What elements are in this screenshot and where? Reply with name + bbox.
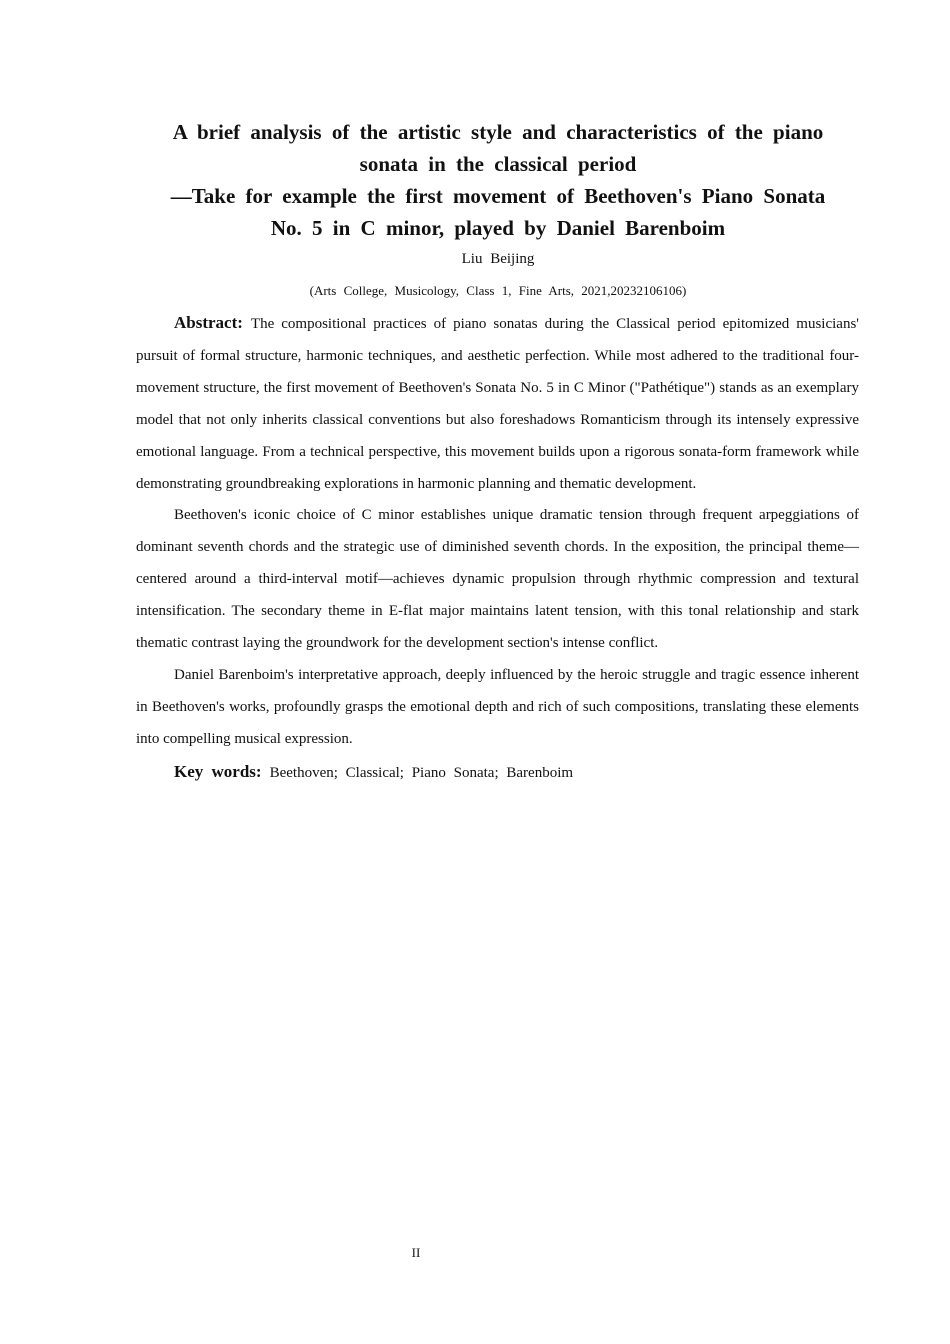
abstract-paragraph-2: Beethoven's iconic choice of C minor establishes unique dramatic tension through frequent arpeggiations of dominant seventh chords and the strategic use of diminished seventh chords. In the exposition, the principal theme—centered around a third-interval motif—achieves dynamic propulsion through rhythmic compression and textural intensification. The secondary theme in E-flat major maintains latent tension, with this tonal relationship and stark thematic contrast laying the groundwork for the development section's intense conflict. xyxy=(136,507,859,652)
subtitle-line-2: No. 5 in C minor, played by Daniel Barenboim xyxy=(270,216,726,240)
subtitle-line-1: —Take for example the first movement of Beethoven's Piano Sonata xyxy=(170,184,826,208)
abstract-label: Abstract: xyxy=(174,313,243,332)
keywords-line xyxy=(136,756,859,789)
abstract-section xyxy=(136,307,859,789)
author-name: Liu Beijing xyxy=(461,251,535,267)
abstract-paragraph-1 xyxy=(136,307,859,500)
page-number: II xyxy=(411,1245,421,1260)
paper-title xyxy=(136,116,860,244)
author-affiliation: (Arts College, Musicology, Class 1, Fine Arts, 2021,20232106106) xyxy=(309,283,687,298)
abstract-paragraph-1-text: The compositional practices of piano sonatas during the Classical period epitomized musicians' pursuit of formal structure, harmonic techniques, and aesthetic perfection. While most adhered to the traditional four-movement structure, the first movement of Beethoven's Sonata No. 5 in C Minor ("Pathétique") stands as an exemplary model that not only inherits classical conventions but also foreshadows Romanticism through its intensely expressive emotional language. From a technical perspective, this movement builds upon a rigorous sonata-form framework while demonstrating groundbreaking explorations in harmonic planning and thematic development. xyxy=(136,316,859,492)
keywords-label: Key words: xyxy=(174,761,262,781)
keywords-text: Beethoven; Classical; Piano Sonata; Barenboim xyxy=(269,764,574,781)
title-line-2: sonata in the classical period xyxy=(359,152,637,176)
abstract-paragraph-3: Daniel Barenboim's interpretative approach, deeply influenced by the heroic struggle and tragic essence inherent in Beethoven's works, profoundly grasps the emotional depth and rich of such compositions, translating these elements into compelling musical expression. xyxy=(136,666,859,747)
title-line-1: A brief analysis of the artistic style and characteristics of the piano xyxy=(172,120,824,144)
